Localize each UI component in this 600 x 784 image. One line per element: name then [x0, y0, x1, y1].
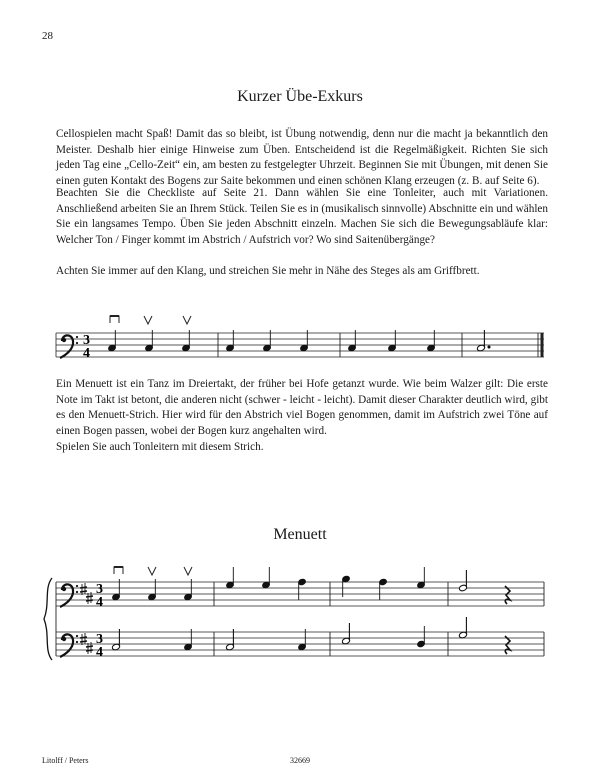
menuett-grand-staff — [0, 560, 600, 680]
paragraph-sound: Achten Sie immer auf den Klang, und streichen Sie mehr in Nähe des Steges als am Griffbrett. — [56, 265, 480, 277]
brace-icon — [44, 578, 52, 660]
paragraph-practice-intro: Cellospielen macht Spaß! Damit das so bleibt, ist Übung notwendig, denn nur die macht ja bekanntlich den Meister. Deshalb hier einige Hinweise zum Üben. Entscheidend ist die Regelmäßigkeit. Richten Sie sich jeden Tag eine „Cello-Zeit“ ein, am besten zu festgelegter Uhrzeit. Beginnen Sie mit Übungen, mit denen Sie einen guten Kontakt des Bogens zur Saite bekommen und einen schönen Klang erzeugen (z. B. auf Seite 6). — [56, 128, 548, 187]
time-signature-top: 3 — [96, 632, 103, 647]
barlines — [214, 582, 544, 656]
edition-number: 32669 — [290, 756, 310, 765]
staff-lines — [56, 333, 544, 357]
publisher-footer: Litolff / Peters — [42, 756, 89, 765]
time-signature-bottom: 4 — [96, 595, 103, 610]
time-signature-top: 3 — [83, 333, 90, 348]
upper-staff-lines — [56, 582, 544, 606]
time-signature-bottom: 4 — [96, 645, 103, 660]
paragraph-menuett: Ein Menuett ist ein Tanz im Dreiertakt, der früher bei Hofe getanzt wurde. Wie beim Walzer gilt: Die erste Note im Takt ist betont, die anderen nicht (schwer - leicht - leicht). Damit dieser Charakter deutlich wird, gibt es den Menuett-Strich. Hier wird für den Abstrich viel Bogen genommen, damit im Aufstrich zwei Töne auf einen Bogen passen, wobei der Bogen kurz angehalten wird. — [56, 378, 548, 437]
time-signature-top: 3 — [96, 582, 103, 597]
paragraph-checklist: Beachten Sie die Checkliste auf Seite 21. Dann wählen Sie eine Tonleiter, auch mit Variationen. Anschließend arbeiten Sie an Ihrem Stück. Teilen Sie es in (musikalisch sinnvolle) Abschnitte ein und wählen Sie ein langsames Tempo. Üben Sie jeden Abschnitt einzeln. Machen Sie sich die Bewegungsabläufe klar: Welcher Ton / Finger kommt im Abstrich / Aufstrich vor? Wo sind Saitenübergänge? — [56, 187, 548, 246]
lower-voice-notes — [112, 617, 468, 651]
paragraph-scales: Spielen Sie auch Tonleitern mit diesem Strich. — [56, 441, 264, 453]
exercise-staff — [0, 310, 600, 380]
upper-voice-notes — [112, 567, 426, 601]
sharp-icon — [80, 633, 93, 654]
downbow-icon — [110, 316, 119, 323]
section-title: Kurzer Übe-Exkurs — [237, 88, 363, 105]
time-signature-bottom: 4 — [83, 346, 90, 361]
upbow-icon — [183, 316, 191, 324]
quarter-rest-icon — [505, 586, 510, 604]
upbow-icon — [144, 316, 152, 324]
downbow-icon — [114, 567, 123, 574]
upbow-icon — [184, 567, 192, 575]
sharp-icon — [80, 583, 93, 604]
quarter-rest-icon — [505, 636, 510, 654]
lower-staff-lines — [56, 632, 544, 656]
piece-title: Menuett — [273, 526, 327, 543]
half-note — [459, 570, 468, 592]
upbow-icon — [148, 567, 156, 575]
page-number: 28 — [42, 30, 53, 42]
